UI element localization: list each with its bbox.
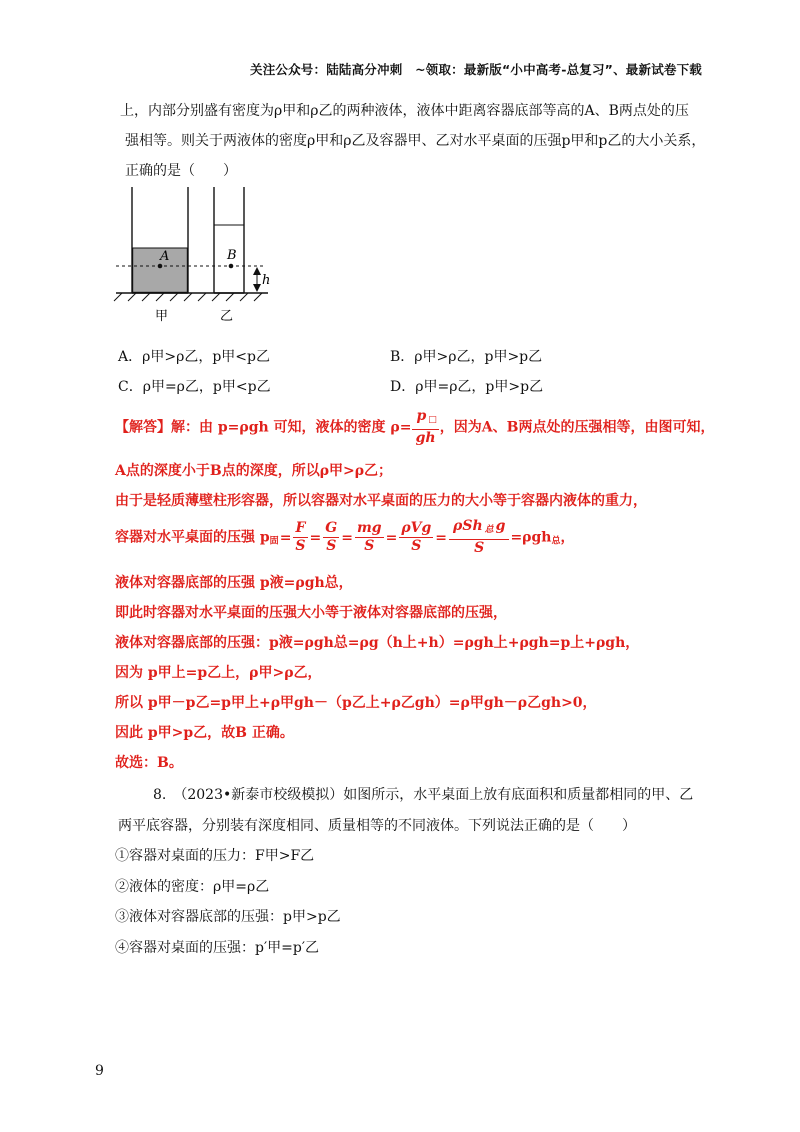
answer-tag: 【解答】 (115, 419, 171, 436)
question-7-line-3: 正确的是（ ） (125, 163, 237, 179)
answer-line-4: 容器对水平桌面的压强 $p_固=$ $\frac{F}{S}$ = $\frac{G}{S}$ = $\frac{mg}{S}$ = $\frac{\text{ρVg}}{S}$ = $\frac{\rho Sh _总 g}{S}$ =ρgh$_总$， (115, 518, 575, 556)
question-8-item-2: ②液体的密度：ρ甲=ρ乙 (115, 879, 270, 895)
option-d: D．ρ甲=ρ乙，p甲>p乙 (390, 379, 544, 395)
option-b: B．ρ甲>ρ乙，p甲>p乙 (390, 349, 543, 365)
option-c: C．ρ甲=ρ乙，p甲<p乙 (118, 379, 271, 395)
answer-line-5: 液体对容器底部的压强 p液=ρgh总， (115, 575, 353, 591)
page-number: 9 (95, 1063, 104, 1079)
label-a: A (160, 249, 170, 264)
question-7-line-1: 上，内部分别盛有密度为ρ甲和ρ乙的两种液体，液体中距离容器底部等高的A、B两点处的压 (120, 103, 689, 119)
question-8-item-4: ④容器对桌面的压强：p′甲=p′乙 (115, 940, 320, 956)
question-8-line-1: 8. （2023•新泰市校级模拟）如图所示，水平桌面上放有底面积和质量都相同的甲、乙 (153, 787, 694, 803)
answer-line-1: 【解答】解：由 p=ρgh 可知，液体的密度 ρ= $\frac{p _□}{gh}$ ，因为A、B两点处的压强相等，由图可知， (115, 408, 715, 446)
answer-line-2: A点的深度小于B点的深度，所以ρ甲>ρ乙； (115, 463, 393, 479)
caption-yi: 乙 (220, 309, 234, 324)
label-b: B (227, 248, 237, 263)
answer-line-7: 液体对容器底部的压强：p液=ρgh总=ρg（h上+h）=ρgh上+ρgh=p上+ρgh， (115, 635, 640, 651)
container-figure (110, 185, 280, 325)
answer-line-3: 由于是轻质薄壁柱形容器，所以容器对水平桌面的压力的大小等于容器内液体的重力， (115, 493, 647, 509)
question-8-item-3: ③液体对容器底部的压强：p甲>p乙 (115, 909, 341, 925)
answer-line-10: 因此 p甲>p乙，故B 正确。 (115, 725, 294, 741)
question-8-line-2: 两平底容器，分别装有深度相同、质量相等的不同液体。下列说法正确的是（ ） (118, 818, 636, 834)
caption-jia: 甲 (155, 309, 169, 324)
answer-line-8: 因为 p甲上=p乙上，ρ甲>ρ乙， (115, 665, 322, 681)
question-8-item-1: ①容器对桌面的压力：F甲>F乙 (115, 848, 315, 864)
page-header: 关注公众号：陆陆高分冲刺 ~领取：最新版“小中高考-总复习”、最新试卷下载 (250, 62, 702, 77)
label-h: h (262, 273, 271, 288)
answer-line-6: 即此时容器对水平桌面的压强大小等于液体对容器底部的压强， (115, 605, 507, 621)
option-a: A．ρ甲>ρ乙，p甲<p乙 (118, 349, 270, 365)
question-7-line-2: 强相等。则关于两液体的密度ρ甲和ρ乙及容器甲、乙对水平桌面的压强p甲和p乙的大小关系， (125, 133, 706, 149)
answer-line-11: 故选：B。 (115, 755, 183, 771)
answer-line-9: 所以 p甲－p乙=p甲上+ρ甲gh－（p乙上+ρ乙gh）=ρ甲gh－ρ乙gh>0， (115, 695, 597, 711)
